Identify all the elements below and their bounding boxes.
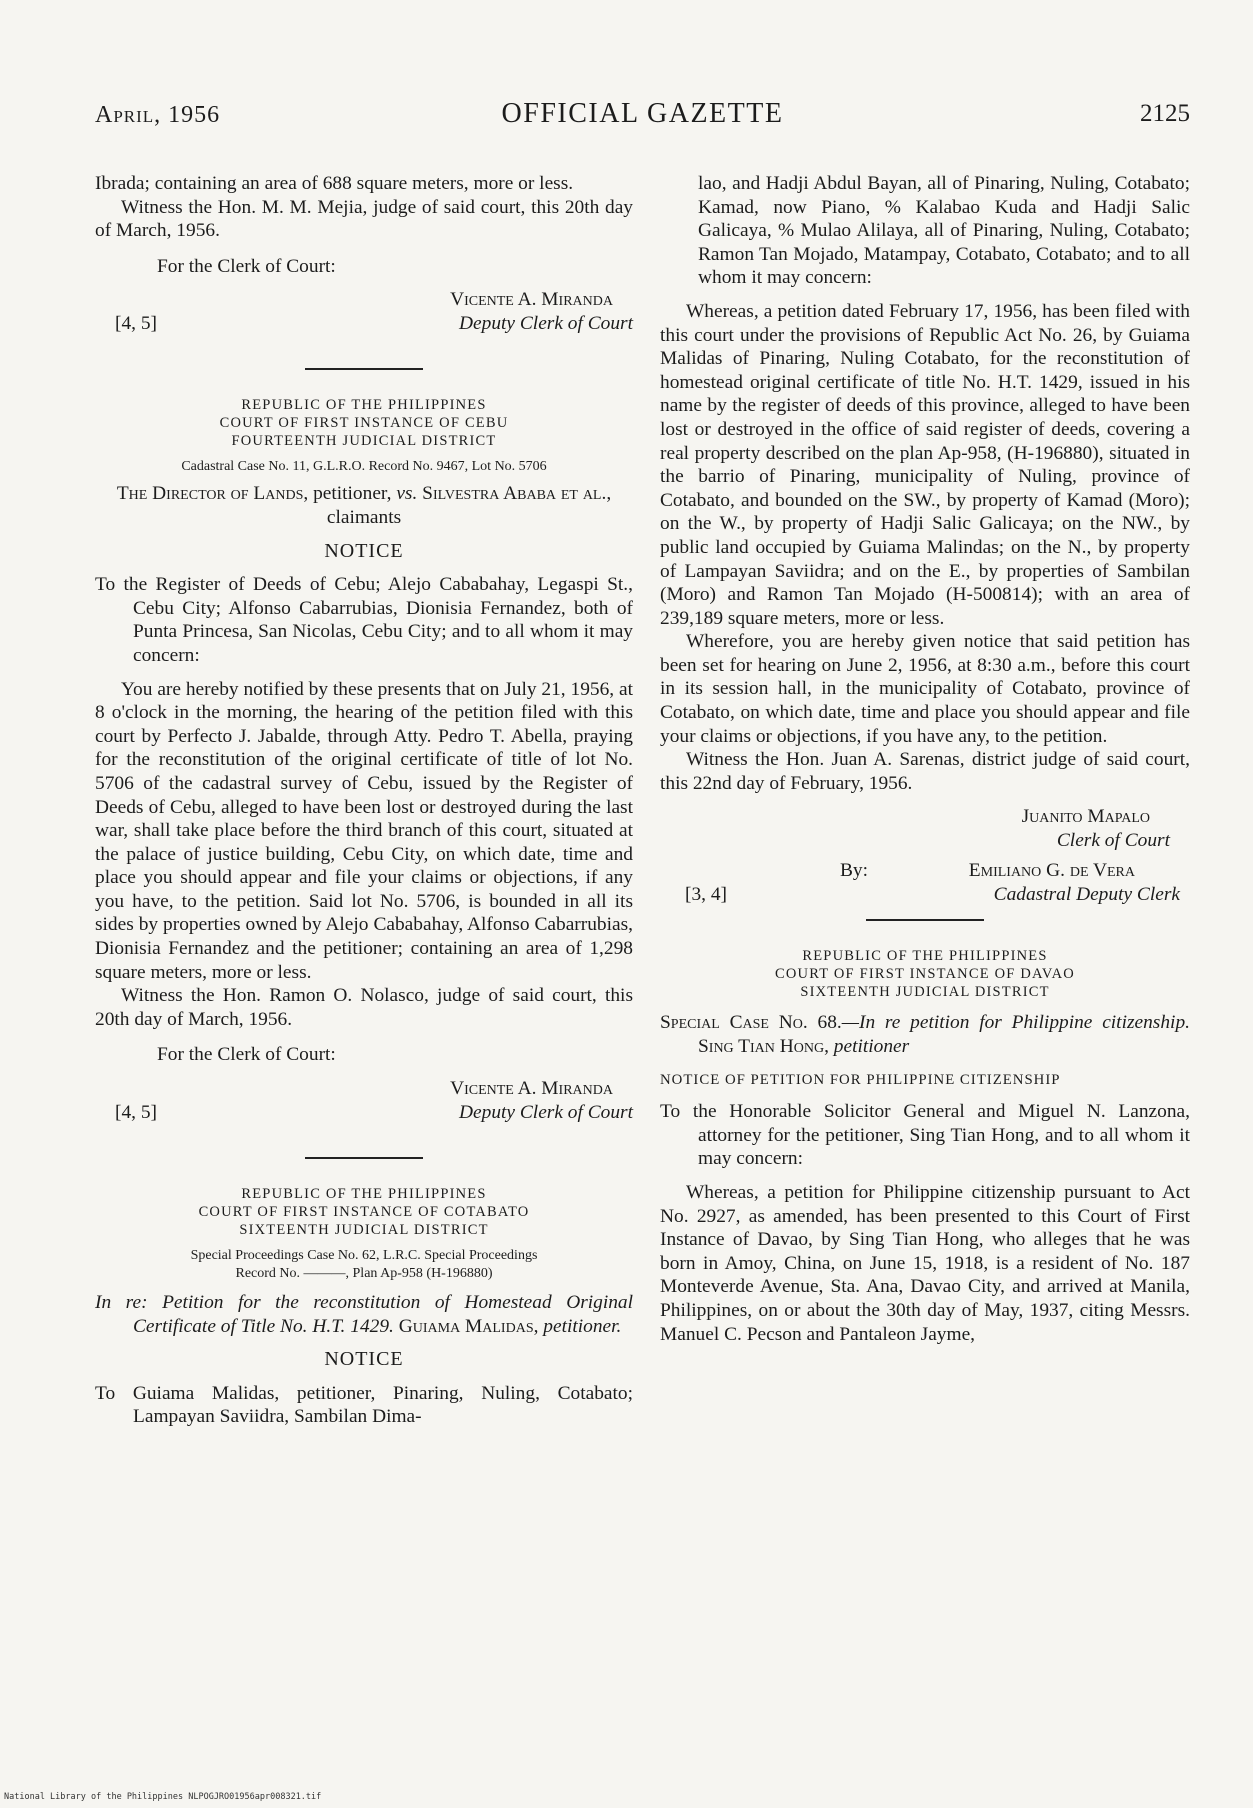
case-line: Special Proceedings Case No. 62, L.R.C. Special Proceedings (190, 1248, 538, 1264)
court-heading (660, 947, 1190, 1001)
party-role: petitioner. (538, 1315, 622, 1337)
court-heading (95, 396, 633, 450)
case-title: —In re petition for Philippine citizenship. (841, 1012, 1190, 1034)
signatory-name: Vicente A. Miranda (450, 1078, 613, 1100)
case-number: Special Case No. 68. (660, 1012, 842, 1034)
notice-body: Whereas, a petition dated February 17, 1956, has been filed with this court under the provisions of Republic Act No. 26, by Guiama Malidas of Pinaring, Nuling Cotabato, for the reconstitution of homestead original certificate of title No. H.T. 1429, issued in his name by the register of deeds of this province, alleged to have been lost or destroyed in the office of said register of deeds, covering a real property described on the plan Ap-958, (H-196880), situated in the barrio of Pinaring, municipality of Nuling, province of Cotabato, and bounded on the SW., by property of Kamad (Moro); on the W., by property of Hadji Salic Galicaya; on the NW., by public land occupied by Guiama Malindas; on the N., by property of Lampayan Saviidra; and on the E., by properties of Sambilan (Moro) and Ramon Tan Mojado (H-500814); with an area of 239,189 square meters, more or less. (660, 300, 1190, 629)
signatory-name: Vicente A. Miranda (450, 289, 613, 311)
witness-paragraph: Witness the Hon. Juan A. Sarenas, district judge of said court, this 22nd day of February, 1956. (660, 749, 1190, 794)
signatory-title: Clerk of Court (1056, 830, 1170, 852)
notice-heading: NOTICE (324, 539, 404, 562)
notice-addressees: To the Honorable Solicitor General and Miguel N. Lanzona, attorney for the petitioner, Sing Tian Hong, and to all whom it may concern: (660, 1101, 1190, 1170)
party-name: Sing Tian Hong, (698, 1036, 829, 1058)
signature-block (95, 1077, 633, 1129)
party-role: petitioner (828, 1036, 910, 1058)
party-name: Guiama Malidas, (393, 1315, 539, 1337)
witness-paragraph: Witness the Hon. Ramon O. Nolasco, judge of said court, this 20th day of March, 1956. (95, 985, 633, 1030)
notice-heading: NOTICE (324, 1348, 404, 1371)
section-divider (305, 368, 423, 370)
notice-heading: NOTICE OF PETITION FOR PHILIPPINE CITIZENSHIP (660, 1071, 1061, 1088)
case-title: In re: Petition for the reconstitution of Homestead Original Certificate of Title No. H.T. 1429. (95, 1292, 633, 1337)
signatory-title: Cadastral Deputy Clerk (993, 884, 1180, 906)
court-line: FOURTEENTH JUDICIAL DISTRICT (231, 433, 497, 450)
court-line: SIXTEENTH JUDICIAL DISTRICT (800, 984, 1050, 1001)
signatory-title: Deputy Clerk of Court (459, 1102, 633, 1124)
party-role: claimants (326, 506, 402, 528)
notice-addressees: To the Register of Deeds of Cebu; Alejo Cababahay, Legaspi St., Cebu City; Alfonso Cabarrubias, Dionisia Fernandez, both of Punta Princesa, San Nicolas, Cebu City; and to all whom it may concern: (95, 574, 633, 666)
section-divider (866, 919, 984, 921)
section-divider (305, 1157, 423, 1159)
court-line: REPUBLIC OF THE PHILIPPINES (241, 1186, 487, 1203)
party-name: The Director of Lands, (116, 483, 309, 505)
issue-bracket: [4, 5] (115, 1102, 158, 1124)
clerk-intro: For the Clerk of Court: (157, 255, 336, 277)
clerk-intro: For the Clerk of Court: (157, 1044, 336, 1066)
signature-block (95, 288, 633, 340)
case-line: Record No. ———, Plan Ap-958 (H-196880) (235, 1266, 493, 1282)
court-line: SIXTEENTH JUDICIAL DISTRICT (239, 1222, 489, 1239)
signatory-name: Emiliano G. de Vera (968, 860, 1135, 882)
signatory-name: Juanito Mapalo (1021, 806, 1150, 828)
court-line: REPUBLIC OF THE PHILIPPINES (241, 397, 487, 414)
scan-footer: National Library of the Philippines NLPOGJRO01956apr008321.tif (4, 1792, 322, 1802)
court-line: COURT OF FIRST INSTANCE OF CEBU (219, 415, 509, 432)
case-parties (95, 482, 633, 529)
paragraph: Ibrada; containing an area of 688 square meters, more or less. (95, 173, 574, 194)
court-line: COURT OF FIRST INSTANCE OF COTABATO (198, 1204, 530, 1221)
notice-addressees-continued: lao, and Hadji Abdul Bayan, all of Pinaring, Nuling, Cotabato; Kamad, now Piano, % Kalabao Kuda and Hadji Salic Galicaya, % Mulao Alilaya, all of Pinaring, Nuling, Cotabato; Ramon Tan Mojado, Matampay, Cotabato, Cotabato; and to all whom it may concern: (698, 173, 1190, 289)
left-column (95, 172, 633, 1429)
issue-date: April, 1956 (95, 102, 221, 128)
case-number (95, 1247, 633, 1283)
notice-body: Wherefore, you are hereby given notice that said petition has been set for hearing on June 2, 1956, at 8:30 a.m., before this court in its session hall, in the municipality of Cotabato, province of Cotabato, on which date, time and place you should appear and file your claims or objections, if you have any, to the petition. (660, 631, 1190, 747)
witness-paragraph: Witness the Hon. M. M. Mejia, judge of said court, this 20th day of March, 1956. (95, 196, 633, 242)
party-name: Silvestra Ababa et al., (417, 483, 612, 505)
page-header (95, 88, 1190, 138)
notice-body: You are hereby notified by these presents that on July 21, 1956, at 8 o'clock in the morning, the hearing of the petition filed with this court by Perfecto J. Jabalde, through Atty. Pedro T. Abella, praying for the reconstitution of the original certificate of title of lot No. 5706 of the cadastral survey of Cebu, issued by the Register of Deeds of Cebu, alleged to have been lost or destroyed during the last war, shall take place before the third branch of this court, situated at the palace of justice building, Cebu City, on which date, time and place you should appear and file your claims or objections, if any you have, to the petition. Said lot No. 5706, is bounded in all its sides by properties owned by Alejo Cababahay, Alfonso Cabarrubias, Dionisia Fernandez and the petitioner; containing an area of 1,298 square meters, more or less. (95, 678, 633, 983)
case-caption (660, 1011, 1190, 1058)
signature-block (660, 805, 1190, 906)
court-line: REPUBLIC OF THE PHILIPPINES (802, 948, 1048, 965)
party-role: petitioner, (308, 483, 397, 505)
signatory-title: Deputy Clerk of Court (459, 313, 633, 335)
court-heading (95, 1185, 633, 1239)
right-column (660, 172, 1190, 1346)
publication-title: OFFICIAL GAZETTE (501, 98, 784, 129)
page-number: 2125 (1140, 100, 1190, 127)
issue-bracket: [4, 5] (115, 313, 158, 335)
case-caption (95, 1291, 633, 1338)
case-number: Cadastral Case No. 11, G.L.R.O. Record No. 9467, Lot No. 5706 (181, 459, 547, 475)
notice-addressees: To Guiama Malidas, petitioner, Pinaring, Nuling, Cotabato; Lampayan Saviidra, Sambilan Dima- (95, 1382, 633, 1428)
notice-body: Whereas, a petition for Philippine citizenship pursuant to Act No. 2927, as amended, has been presented to this Court of First Instance of Davao, by Sing Tian Hong, who alleges that he was born in Amoy, China, on June 15, 1918, is a resident of No. 187 Monteverde Avenue, Sta. Ana, Davao City, and arrived at Manila, Philippines, on or about the 30th day of May, 1937, citing Messrs. Manuel C. Pecson and Pantaleon Jayme, (660, 1182, 1190, 1345)
court-line: COURT OF FIRST INSTANCE OF DAVAO (775, 966, 1075, 983)
by-label: By: (840, 860, 869, 882)
versus: vs. (396, 483, 418, 505)
issue-bracket: [3, 4] (685, 884, 728, 906)
